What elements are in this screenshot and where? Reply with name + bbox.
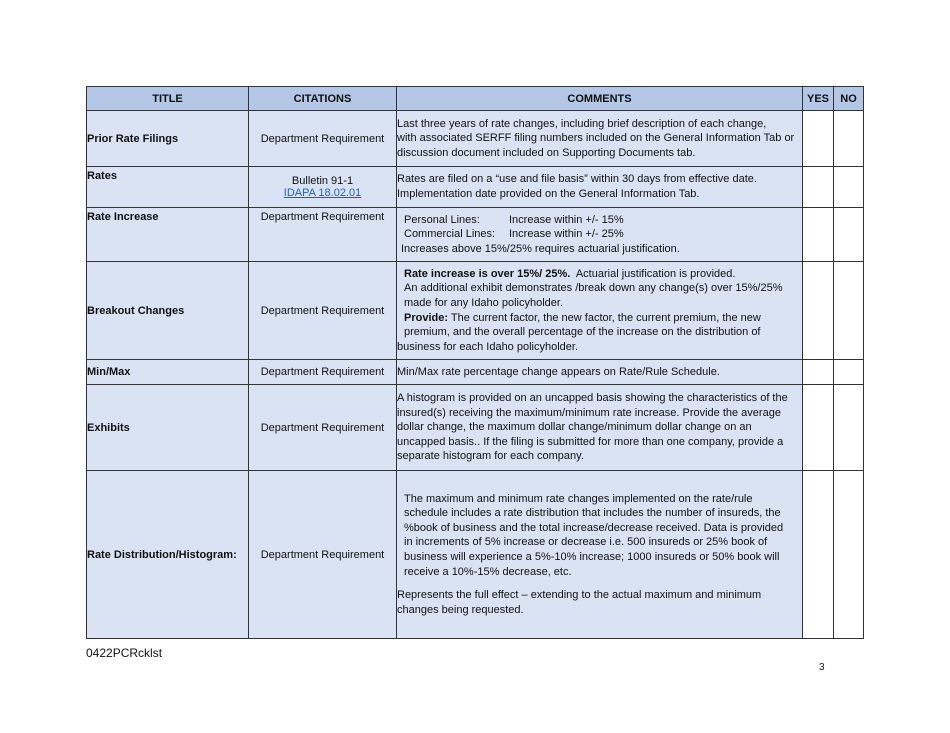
spacer [397, 579, 802, 588]
row-title: Exhibits [87, 385, 249, 471]
row-citation: Department Requirement [249, 111, 397, 167]
row-title: Rate Distribution/Histogram: [87, 471, 249, 639]
comment-line: %book of business and the total increase/decrease received. Data is provided [404, 521, 784, 534]
row-title: Rate Increase [87, 208, 249, 262]
row-comment [397, 167, 803, 208]
bold-text: Rate increase is over 15%/ 25%. [404, 267, 571, 280]
table-row [87, 471, 864, 639]
no-cell[interactable] [834, 385, 864, 471]
comment-line: The maximum and minimum rate changes implemented on the rate/rule [404, 492, 753, 505]
commercial-value: Increase within +/- 25% [509, 228, 624, 241]
no-cell[interactable] [834, 208, 864, 262]
commercial-label: Commercial Lines: [404, 228, 496, 241]
comment-line: Represents the full effect – extending to the actual maximum and minimum [397, 589, 762, 602]
table-row [87, 385, 864, 471]
header-yes: YES [803, 87, 834, 111]
checklist-table [86, 86, 864, 639]
yes-cell[interactable] [803, 471, 834, 639]
comment-line: with associated SERFF filing numbers included on the General Information Tab or [397, 132, 795, 145]
comment-line: Increases above 15%/25% requires actuarial justification. [401, 242, 680, 255]
row-citation: Department Requirement [249, 471, 397, 639]
header-title: TITLE [87, 87, 249, 111]
comment-text: Actuarial justification is provided. [575, 267, 736, 280]
no-cell[interactable] [834, 167, 864, 208]
comment-line: A histogram is provided on an uncapped basis showing the characteristics of the [397, 392, 788, 405]
bold-text: Provide: [404, 311, 449, 324]
no-cell[interactable] [834, 360, 864, 385]
row-comment [397, 360, 803, 385]
comment-line: made for any Idaho policyholder. [404, 296, 563, 309]
personal-lines-line [397, 213, 802, 228]
no-cell[interactable] [834, 111, 864, 167]
comment-line: receive a 10%-15% decrease, etc. [404, 565, 572, 578]
comment-line: schedule includes a rate distribution that includes the number of insureds, the [404, 507, 781, 520]
row-citation: Department Requirement [249, 262, 397, 360]
table-row [87, 262, 864, 360]
citation-text: Bulletin 91-1 [291, 175, 354, 187]
row-title: Min/Max [87, 360, 249, 385]
row-comment [397, 262, 803, 360]
row-comment [397, 111, 803, 167]
table-row [87, 111, 864, 167]
comment-line: Implementation date provided on the General Information Tab. [397, 188, 700, 200]
comment-line: separate histogram for each company. [397, 450, 584, 463]
comment-line: uncapped basis.. If the filing is submitted for more than one company, provide a [397, 435, 784, 448]
personal-label: Personal Lines: [404, 213, 480, 226]
footer-code: 0422PCRcklst [86, 646, 163, 660]
comment-line: in increments of 5% increase or decrease i.e. 500 insureds or 25% book of [404, 536, 768, 549]
comment-line: insured(s) receiving the maximum/minimum rate increase. Provide the average [397, 406, 781, 419]
row-title: Prior Rate Filings [87, 111, 249, 167]
comment-line: dollar change, the maximum dollar change/minimum dollar change on an [397, 421, 752, 434]
row-comment [397, 385, 803, 471]
comment-text: The current factor, the new factor, the current premium, the new [450, 311, 761, 324]
table-row [87, 167, 864, 208]
table-row [87, 208, 864, 262]
comment-line: discussion document included on Supporting Documents tab. [397, 146, 696, 159]
row-comment [397, 208, 803, 262]
row-title: Rates [87, 167, 249, 208]
row-citation: Department Requirement [249, 208, 397, 262]
comment-line [397, 267, 802, 282]
header-citations: CITATIONS [249, 87, 397, 111]
idapa-link[interactable]: IDAPA 18.02.01 [283, 187, 362, 199]
yes-cell[interactable] [803, 360, 834, 385]
comment-line [397, 311, 802, 326]
yes-cell[interactable] [803, 111, 834, 167]
commercial-lines-line [397, 227, 802, 242]
no-cell[interactable] [834, 471, 864, 639]
page-number: 3 [819, 662, 825, 673]
personal-value: Increase within +/- 15% [509, 213, 624, 226]
comment-line: business for each Idaho policyholder. [397, 340, 579, 353]
comment-line: business will experience a 5%-10% increase; 1000 insureds or 50% book will [404, 551, 780, 563]
header-no: NO [834, 87, 864, 111]
table-row [87, 360, 864, 385]
yes-cell[interactable] [803, 167, 834, 208]
no-cell[interactable] [834, 262, 864, 360]
row-title: Breakout Changes [87, 262, 249, 360]
comment-line: Last three years of rate changes, including brief description of each change, [397, 117, 767, 130]
comment-line: Rates are filed on a “use and file basis” within 30 days from effective date. [397, 173, 757, 186]
comment-line: Min/Max rate percentage change appears on Rate/Rule Schedule. [397, 365, 720, 378]
row-comment [397, 471, 803, 639]
comment-line: premium, and the overall percentage of the increase on the distribution of [404, 326, 761, 339]
header-comments: COMMENTS [397, 87, 803, 111]
comment-line: An additional exhibit demonstrates /break down any change(s) over 15%/25% [404, 282, 783, 295]
row-citation [249, 167, 397, 208]
header-row [87, 87, 864, 111]
yes-cell[interactable] [803, 262, 834, 360]
comment-line: changes being requested. [397, 603, 524, 616]
yes-cell[interactable] [803, 208, 834, 262]
row-citation: Department Requirement [249, 360, 397, 385]
yes-cell[interactable] [803, 385, 834, 471]
row-citation: Department Requirement [249, 385, 397, 471]
